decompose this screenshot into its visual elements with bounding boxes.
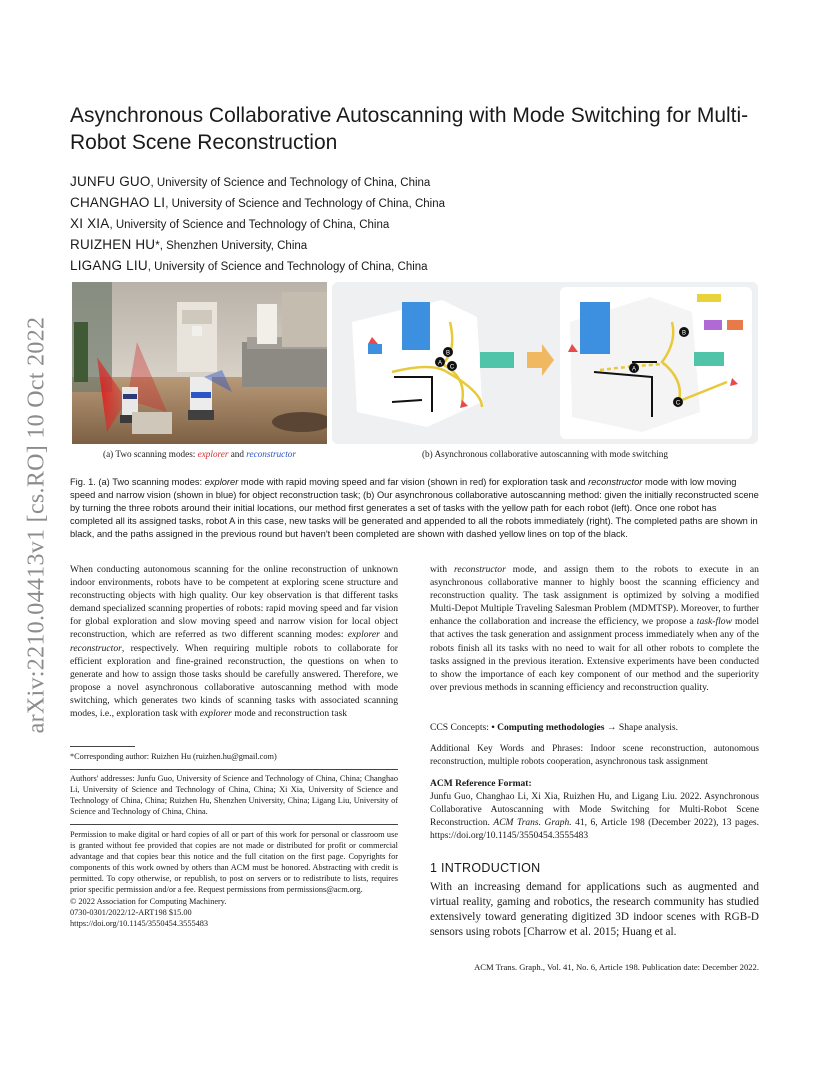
figure-1a-image [72, 282, 327, 444]
keywords: Additional Key Words and Phrases: Indoor scene reconstruction, autonomous reconstruction, multiple robots cooperation, asynchronous task assignment [430, 744, 759, 767]
permission-block [70, 829, 398, 929]
figure-1a-caption: (a) Two scanning modes: explorer and reconstructor [103, 449, 296, 459]
author-addresses: Authors' addresses: Junfu Guo, University of Science and Technology of China, China; Changhao Li, University of Science and Technology of China, China; Xi Xia, University of Science and Technology of China, China; Ruizhen Hu, Shenzhen University, China; Ligang Liu, University of Science and Technology of China, China. [70, 774, 398, 817]
introduction-heading: 1 INTRODUCTION [430, 861, 541, 875]
permission-rule [70, 824, 398, 825]
acm-reference [430, 778, 759, 843]
author-name: LIGANG LIU [70, 258, 148, 273]
paper-title: Asynchronous Collaborative Autoscanning with Mode Switching for Multi-Robot Scene Reconstruction [70, 104, 749, 154]
robot-label-c: C [449, 364, 455, 371]
figure-1b-image [332, 282, 758, 444]
author-list [70, 172, 760, 277]
author-name: JUNFU GUO [70, 174, 151, 189]
robot-label-b: B [445, 350, 451, 357]
footnote-divider [70, 746, 135, 747]
author-line [70, 235, 760, 256]
explorer-mode-label: explorer [197, 449, 229, 459]
author-line [70, 214, 760, 235]
author-name: CHANGHAO LI [70, 195, 166, 210]
robot-label-c-right: C [675, 400, 681, 407]
author-affiliation: , University of Science and Technology of China, China [109, 219, 390, 231]
permission-text: Permission to make digital or hard copies of all or part of this work for personal or classroom use is granted without fee provided that copies are not made or distributed for profit or commercial advantage and that copies bear this notice and the full citation on the first page. Copyrights for components of this work owned by others than ACM must be honored. Abstracting with credit is permitted. To copy otherwise, or republish, to post on servers or to redistribute to lists, requires prior specific permission and/or a fee. Request permissions from permissions@acm.org. [70, 830, 398, 895]
author-name: RUIZHEN HU [70, 237, 156, 252]
introduction-text: With an increasing demand for applications such as augmented and virtual reality, gaming and robotics, the research community has studied extensively toward generating digitized 3D indoor scenes with RGB-D sensors using robots [Charrow et al. 2015; Huang et al. [430, 881, 759, 938]
issn-line: 0730-0301/2022/12-ART198 $15.00 [70, 907, 192, 917]
abstract-left-column [70, 563, 398, 720]
room-render-illustration [72, 282, 327, 444]
footnote-rule [70, 769, 398, 770]
figure-1b-caption: (b) Asynchronous collaborative autoscanning with mode switching [422, 449, 668, 459]
abstract-right-column [430, 563, 759, 694]
author-line [70, 172, 760, 193]
abstract-paragraph-continued: with reconstructor mode, and assign them to the robots to execute in an asynchronous collaborative manner to highly boost the scanning efficiency and reconstruction quality. The task assignment is optimized by solving a modified Multi-Depot Multiple Traveling Salesman Problem (MDMTSP). Moreover, to further enhance the collaboration and increase the efficiency, we propose a task-flow model that actives the task generation and assignment process immediately when any of the robots finish all its tasks with no need to wait for all other robots to complete the tasks assigned in the previous iteration. Extensive experiments have been conducted to show the importance of each key component of our method and the superiority over previous methods in scanning efficiency and reconstruction quality. [430, 564, 759, 693]
author-line [70, 193, 760, 214]
copyright-line: © 2022 Association for Computing Machinery. [70, 896, 227, 906]
figure-caption: Fig. 1. (a) Two scanning modes: explorer mode with rapid moving speed and far vision (shown in red) for exploration task and reconstructor mode with low moving speed and narrow vision (shown in blue) for object reconstruction task; (b) Our asynchronous collaborative autoscanning method: given the initially reconstructed scene by turning the three robots around their initial locations, our method first generates a set of tasks with the yellow path for each robot (left). Once one robot has completed all its assigned tasks, robot A in this case, new tasks will be generated and appended to all the robots immediately (right). The completed paths are shown in black, and the paths assigned in the previous round but haven't been completed are shown with dashed yellow lines on top of the black. [70, 477, 759, 539]
ccs-concepts: CCS Concepts: • Computing methodologies → Shape analysis. [430, 722, 679, 733]
reconstructor-mode-label: reconstructor [246, 449, 296, 459]
author-line [70, 256, 760, 277]
arxiv-stamp: arXiv:2210.04413v1 [cs.RO] 10 Oct 2022 [23, 316, 50, 734]
corresponding-author-note: *Corresponding author: Ruizhen Hu (ruizhen.hu@gmail.com) [70, 752, 277, 761]
author-affiliation: , University of Science and Technology of China, China [165, 198, 445, 210]
author-affiliation: *, Shenzhen University, China [155, 240, 308, 252]
author-name: XI XIA [70, 216, 110, 231]
robot-label-a: A [437, 360, 443, 367]
abstract-paragraph: When conducting autonomous scanning for the online reconstruction of unknown indoor environments, robots have to be competent at exploring scene structure and reconstructing objects with high quality. Our key observation is that different tasks demand specialized scanning properties of robots: rapid moving speed and far vision for global exploration and slow moving speed and narrow vision for local object reconstruction, which are referred as two different scanning modes: explorer and reconstructor, respectively. When requiring multiple robots to collaborate for efficient exploration and fine-grained reconstruction, the questions on when to generate and how to assign those tasks should be carefully answered. Therefore, we propose a novel asynchronous collaborative autoscanning method with mode switching, which generates two kinds of scanning tasks with associated scanning modes, i.e., exploration task with explorer mode and reconstruction task [70, 564, 398, 720]
autoscanning-maps-diagram [332, 282, 758, 444]
acm-reference-heading: ACM Reference Format: [430, 779, 532, 789]
robot-label-a-right: A [631, 366, 637, 373]
author-affiliation: , University of Science and Technology of China, China [150, 177, 431, 189]
doi-link[interactable]: https://doi.org/10.1145/3550454.3555483 [70, 918, 209, 928]
robot-label-b-right: B [681, 330, 687, 337]
acm-reference-text: Junfu Guo, Changhao Li, Xi Xia, Ruizhen Hu, and Ligang Liu. 2022. Asynchronous Collaborative Autoscanning with Mode Switching for Multi-Robot Scene Reconstruction. ACM Trans. Graph. 41, 6, Article 198 (December 2022), 13 pages. https://doi.org/10.1145/3550454.3555483 [430, 792, 759, 842]
author-affiliation: , University of Science and Technology of China, China [147, 261, 428, 273]
page-footer: ACM Trans. Graph., Vol. 41, No. 6, Article 198. Publication date: December 2022. [474, 962, 759, 972]
